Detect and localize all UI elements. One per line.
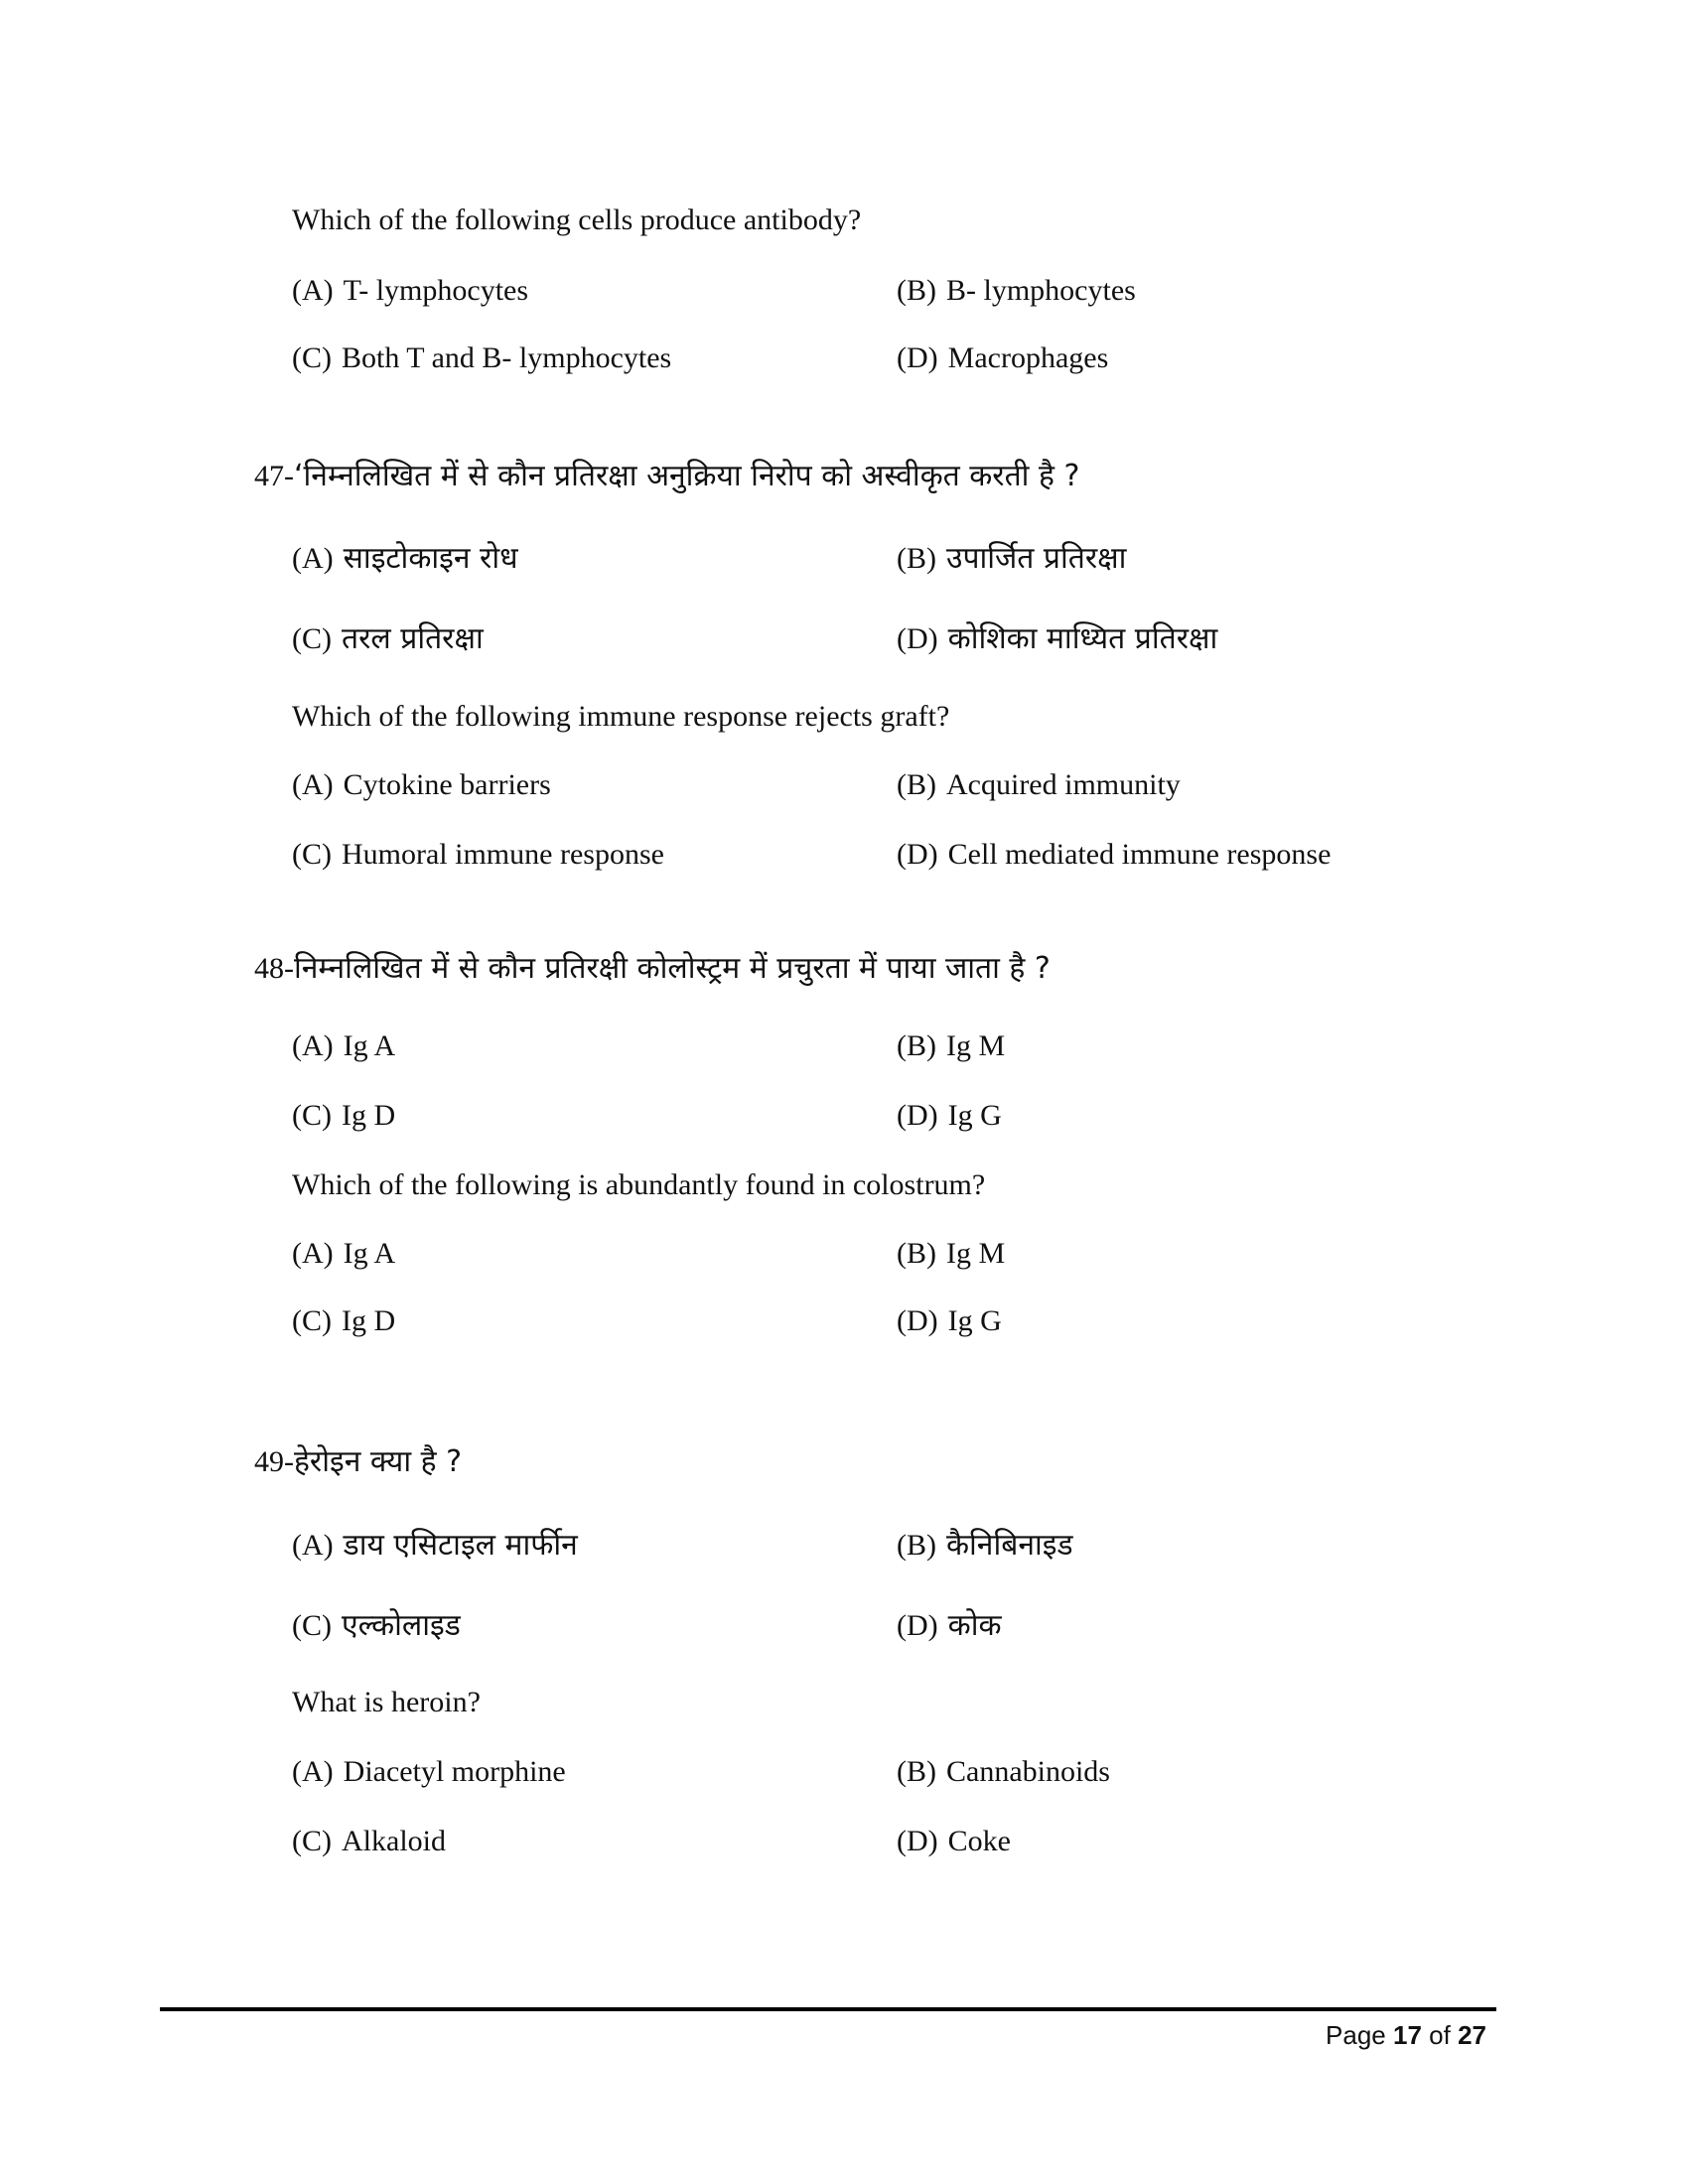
option-text: एल्कोलाइड: [342, 1608, 461, 1643]
option-text: T- lymphocytes: [343, 274, 529, 307]
option-label: (D): [897, 838, 938, 871]
option-text: Ig M: [946, 1029, 1006, 1062]
question-text-hindi: हेरोइन क्या है ?: [294, 1444, 463, 1479]
q49-hindi-option-b: [897, 1528, 1073, 1564]
option-label: (B): [897, 1755, 936, 1788]
q49-hindi-option-d: [897, 1608, 1002, 1644]
option-label: (B): [897, 1029, 936, 1062]
option-label: (B): [897, 768, 936, 801]
question-number: 49-: [254, 1445, 294, 1478]
option-label: (D): [897, 1304, 938, 1337]
option-text: Diacetyl morphine: [343, 1755, 566, 1788]
q47-hindi-option-c: [292, 621, 484, 657]
option-text: तरल प्रतिरक्षा: [342, 621, 484, 656]
page-number: [1326, 2019, 1486, 2051]
option-text: कोशिका माध्यित प्रतिरक्षा: [947, 621, 1218, 656]
q48-hindi-option-d: [897, 1098, 1002, 1134]
option-text: Humoral immune response: [342, 838, 664, 871]
q47-hindi-question: [254, 459, 1079, 494]
option-label: (A): [292, 1755, 334, 1788]
q46-english-option-b: [897, 273, 1136, 309]
option-text: Macrophages: [947, 341, 1109, 374]
q49-english-option-b: [897, 1754, 1110, 1790]
of-word: of: [1429, 2020, 1451, 2050]
q46-english-text: Which of the following cells produce antibody?: [292, 204, 862, 236]
q48-hindi-option-b: [897, 1028, 1005, 1064]
option-text: Ig G: [947, 1099, 1002, 1132]
q47-hindi-option-b: [897, 541, 1126, 577]
question-text-hindi: निम्नलिखित में से कौन प्रतिरक्षी कोलोस्ट्रम में प्रचुरता में पाया जाता है ?: [294, 951, 1051, 986]
q47-english-text: Which of the following immune response rejects graft?: [292, 700, 950, 733]
option-label: (D): [897, 1825, 938, 1857]
option-text: कैनिबिनाइड: [946, 1528, 1073, 1563]
option-text: Both T and B- lymphocytes: [342, 341, 672, 374]
option-label: (D): [897, 1609, 938, 1642]
q49-english-option-c: [292, 1824, 446, 1859]
option-text: Alkaloid: [342, 1825, 446, 1857]
option-label: (C): [292, 341, 332, 374]
option-text: Cannabinoids: [946, 1755, 1110, 1788]
option-label: (B): [897, 1237, 936, 1270]
q47-hindi-option-d: [897, 621, 1217, 657]
option-text: Cytokine barriers: [343, 768, 551, 801]
option-text: B- lymphocytes: [946, 274, 1136, 307]
question-text-hindi: ‘निम्नलिखित में से कौन प्रतिरक्षा अनुक्रिया निरोप को अस्वीकृत करती है ?: [294, 459, 1080, 493]
option-label: (B): [897, 274, 936, 307]
current-page: 17: [1393, 2020, 1422, 2050]
option-text: Ig D: [342, 1099, 396, 1132]
option-text: Coke: [947, 1825, 1011, 1857]
option-label: (A): [292, 274, 334, 307]
option-text: Acquired immunity: [946, 768, 1181, 801]
option-text: Ig M: [946, 1237, 1006, 1270]
option-label: (B): [897, 542, 936, 575]
option-label: (B): [897, 1529, 936, 1562]
q47-english-option-d: [897, 837, 1331, 873]
q49-hindi-option-c: [292, 1608, 461, 1644]
q49-english-option-d: [897, 1824, 1011, 1859]
option-text: Ig D: [342, 1304, 396, 1337]
option-text: Ig A: [343, 1237, 396, 1270]
q48-english-option-b: [897, 1236, 1005, 1272]
option-label: (C): [292, 1304, 332, 1337]
q47-english-option-c: [292, 837, 664, 873]
option-label: (D): [897, 341, 938, 374]
question-number: 48-: [254, 952, 294, 985]
q48-hindi-option-a: [292, 1028, 395, 1064]
option-text: Ig A: [343, 1029, 396, 1062]
option-text: डाय एसिटाइल मार्फीन: [343, 1528, 578, 1563]
option-label: (A): [292, 1529, 334, 1562]
footer-divider: [160, 2007, 1496, 2011]
option-text: उपार्जित प्रतिरक्षा: [946, 541, 1127, 576]
q48-english-option-c: [292, 1303, 395, 1339]
option-label: (A): [292, 1237, 334, 1270]
option-label: (C): [292, 1099, 332, 1132]
q48-english-text: Which of the following is abundantly found in colostrum?: [292, 1168, 986, 1201]
q49-english-text: What is heroin?: [292, 1686, 481, 1718]
q48-english-option-d: [897, 1303, 1002, 1339]
q47-english-option-b: [897, 767, 1181, 803]
option-label: (C): [292, 622, 332, 655]
q46-english-option-d: [897, 341, 1108, 376]
option-label: (C): [292, 838, 332, 871]
q49-english-option-a: [292, 1754, 566, 1790]
option-label: (C): [292, 1609, 332, 1642]
option-label: (D): [897, 622, 938, 655]
option-label: (A): [292, 542, 334, 575]
option-text: Cell mediated immune response: [947, 838, 1332, 871]
option-text: कोक: [947, 1608, 1002, 1643]
q47-english-option-a: [292, 767, 551, 803]
q48-english-option-a: [292, 1236, 395, 1272]
q49-hindi-question: [254, 1444, 462, 1480]
option-text: Ig G: [947, 1304, 1002, 1337]
q48-hindi-option-c: [292, 1098, 395, 1134]
question-number: 47-: [254, 460, 294, 492]
q48-hindi-question: [254, 951, 1051, 987]
q46-english-option-c: [292, 341, 671, 376]
option-label: (D): [897, 1099, 938, 1132]
option-label: (A): [292, 768, 334, 801]
option-label: (C): [292, 1825, 332, 1857]
option-text: साइटोकाइन रोध: [343, 541, 518, 576]
page-word: Page: [1326, 2020, 1386, 2050]
q46-english-option-a: [292, 273, 528, 309]
total-pages: 27: [1458, 2020, 1486, 2050]
option-label: (A): [292, 1029, 334, 1062]
q47-hindi-option-a: [292, 541, 518, 577]
q49-hindi-option-a: [292, 1528, 578, 1564]
